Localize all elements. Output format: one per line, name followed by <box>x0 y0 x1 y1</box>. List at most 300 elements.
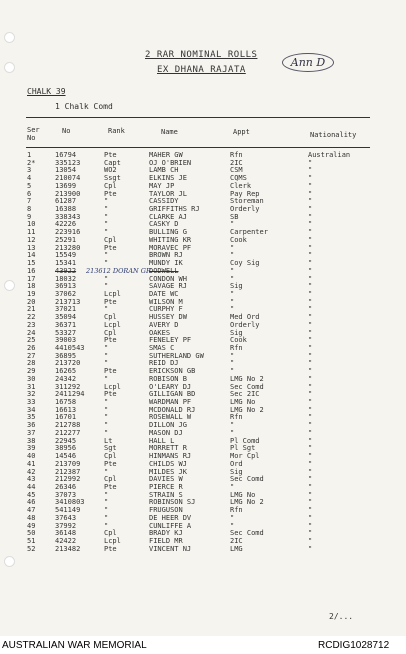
rank-cell: " <box>104 506 109 515</box>
nationality-cell: " <box>308 351 313 360</box>
handwritten-correction: 213612 DORAN GR <box>86 266 151 275</box>
appt-cell: " <box>230 243 235 252</box>
ser-cell: 32 <box>27 390 36 399</box>
col-header-name: Name <box>161 128 178 136</box>
name-cell: FENELEY PF <box>149 336 192 345</box>
ser-cell: 38 <box>27 436 36 445</box>
name-cell: O'LEARY DJ <box>149 382 192 391</box>
name-cell: HALL L <box>149 436 175 445</box>
rank-cell: Ssgt <box>104 174 121 183</box>
appt-cell: " <box>230 521 235 530</box>
appt-cell: Pl Sgt <box>230 444 256 453</box>
name-cell: SMAS C <box>149 344 175 352</box>
number-cell: 36148 <box>55 529 77 538</box>
nationality-cell: " <box>308 413 313 422</box>
number-cell: 2411294 <box>55 390 85 399</box>
name-cell: OAKES <box>149 328 171 337</box>
rank-cell: Lcpl <box>104 289 121 298</box>
ser-cell: 40 <box>27 452 36 461</box>
rank-cell: " <box>104 490 109 499</box>
appt-cell: LMG No <box>230 490 256 499</box>
rank-cell: Pte <box>104 544 117 553</box>
rank-cell: Pte <box>104 243 117 252</box>
appt-cell: " <box>230 351 235 360</box>
name-cell: ROBINSON SJ <box>149 498 196 507</box>
nationality-cell: " <box>308 266 313 275</box>
ser-cell: 33 <box>27 398 36 407</box>
ser-cell: 16 <box>27 266 36 275</box>
number-cell: 541149 <box>55 506 81 515</box>
number-cell: 43922 <box>55 266 77 275</box>
header-rule-top <box>26 117 370 118</box>
rank-cell: Pte <box>104 189 117 198</box>
appt-cell: Storeman <box>230 197 264 206</box>
number-cell: 53327 <box>55 328 77 337</box>
ser-cell: 6 <box>27 189 32 198</box>
rank-cell: " <box>104 405 109 414</box>
nationality-cell: " <box>308 513 313 522</box>
ser-cell: 4 <box>27 174 32 183</box>
nationality-cell: " <box>308 428 313 437</box>
ser-cell: 8 <box>27 205 32 214</box>
appt-cell: Mor Cpl <box>230 452 260 461</box>
name-cell: VINCENT NJ <box>149 544 192 553</box>
number-cell: 36371 <box>55 320 77 329</box>
page-continues: 2/... <box>329 612 354 621</box>
nationality-cell: " <box>308 390 313 399</box>
name-cell: CHILDS WJ <box>149 459 187 468</box>
table-row <box>0 546 406 554</box>
appt-cell: " <box>230 251 235 260</box>
rank-cell: " <box>104 197 109 206</box>
name-cell: DE HEER DV <box>149 513 192 522</box>
appt-cell: Sig <box>230 328 243 337</box>
rank-cell: Pte <box>104 390 117 399</box>
ser-cell: 28 <box>27 359 36 368</box>
name-cell: CUNLIFFE A <box>149 521 192 530</box>
rank-cell: " <box>104 205 109 214</box>
name-cell: PIERCE R <box>149 482 183 491</box>
rank-cell: Pte <box>104 336 117 345</box>
rank-cell: " <box>104 344 109 352</box>
nationality-cell: " <box>308 197 313 206</box>
nationality-cell: " <box>308 459 313 468</box>
number-cell: 311292 <box>55 382 81 391</box>
nationality-cell: " <box>308 297 313 306</box>
ser-cell: 26 <box>27 344 36 352</box>
group-label: 1 Chalk Comd <box>55 102 113 111</box>
number-cell: 210074 <box>55 174 81 183</box>
punch-hole <box>4 556 15 567</box>
name-cell: MORRETT R <box>149 444 187 453</box>
appt-cell: LMG No 2 <box>230 498 264 507</box>
name-cell: DILLON JG <box>149 421 187 430</box>
name-cell: AVERY D <box>149 320 179 329</box>
name-cell: LAMB CH <box>149 166 179 175</box>
name-cell: CONDON WH <box>149 274 187 283</box>
ser-cell: 2* <box>27 158 36 167</box>
name-cell: WHITING KR <box>149 235 192 244</box>
nationality-cell: " <box>308 166 313 175</box>
ser-cell: 15 <box>27 259 36 268</box>
number-cell: 24342 <box>55 374 77 383</box>
appt-cell: Rfn <box>230 506 243 515</box>
name-cell: TAYLOR JL <box>149 189 187 198</box>
name-cell: BULLING G <box>149 228 187 237</box>
nationality-cell: " <box>308 475 313 484</box>
nationality-cell: " <box>308 181 313 190</box>
ser-cell: 48 <box>27 513 36 522</box>
rank-cell: " <box>104 498 109 507</box>
rank-cell: Lt <box>104 436 113 445</box>
name-cell: FIELD MR <box>149 537 183 545</box>
name-cell: MCDONALD RJ <box>149 405 196 414</box>
rank-cell: " <box>104 513 109 522</box>
ser-cell: 29 <box>27 367 36 376</box>
number-cell: 39003 <box>55 336 77 345</box>
number-cell: 3410803 <box>55 498 85 507</box>
rank-cell: " <box>104 421 109 430</box>
rank-cell: Lcpl <box>104 320 121 329</box>
col-header-ser: Ser No <box>27 126 40 142</box>
ser-cell: 47 <box>27 506 36 515</box>
number-cell: 212788 <box>55 421 81 430</box>
nationality-cell: " <box>308 359 313 368</box>
nationality-cell: " <box>308 467 313 476</box>
appt-cell: Sec Comd <box>230 475 264 484</box>
appt-cell: LMG <box>230 544 243 553</box>
rank-cell: Sgt <box>104 444 117 453</box>
ser-cell: 11 <box>27 228 36 237</box>
rank-cell: " <box>104 521 109 530</box>
name-cell: SAVAGE RJ <box>149 282 187 291</box>
appt-cell: " <box>230 266 235 275</box>
nationality-cell: " <box>308 336 313 345</box>
ser-cell: 14 <box>27 251 36 260</box>
appt-cell: Sig <box>230 282 243 291</box>
name-cell: BROWN RJ <box>149 251 183 260</box>
name-cell: ERICKSON GB <box>149 367 196 376</box>
ser-cell: 10 <box>27 220 36 229</box>
nationality-cell: " <box>308 289 313 298</box>
appt-cell: SB <box>230 212 239 221</box>
number-cell: 16758 <box>55 398 77 407</box>
nationality-cell: " <box>308 398 313 407</box>
rank-cell: Lcpl <box>104 537 121 545</box>
number-cell: 37643 <box>55 513 77 522</box>
appt-cell: CQMS <box>230 174 247 183</box>
ser-cell: 44 <box>27 482 36 491</box>
ser-cell: 18 <box>27 282 36 291</box>
header-rule-bottom <box>26 147 370 148</box>
rank-cell: " <box>104 228 109 237</box>
rank-cell: Cpl <box>104 181 117 190</box>
number-cell: 335123 <box>55 158 81 167</box>
number-cell: 212387 <box>55 467 81 476</box>
ser-cell: 3 <box>27 166 32 175</box>
rank-cell: Pte <box>104 482 117 491</box>
ser-cell: 25 <box>27 336 36 345</box>
ser-cell: 1 <box>27 151 32 159</box>
number-cell: 16701 <box>55 413 77 422</box>
number-cell: 37992 <box>55 521 77 530</box>
nationality-cell: " <box>308 235 313 244</box>
appt-cell: Pay Rep <box>230 189 260 198</box>
document-title: 2 RAR NOMINAL ROLLS <box>145 50 258 60</box>
appt-cell: Med Ord <box>230 313 260 322</box>
number-cell: 13054 <box>55 166 77 175</box>
name-cell: WILSON M <box>149 297 183 306</box>
nationality-cell: " <box>308 328 313 337</box>
name-cell: CASSIDY <box>149 197 179 206</box>
rank-cell: " <box>104 413 109 422</box>
name-cell: MILDES JK <box>149 467 187 476</box>
nationality-cell: " <box>308 243 313 252</box>
name-cell: MORAVEC PF <box>149 243 192 252</box>
number-cell: 15549 <box>55 251 77 260</box>
appt-cell: " <box>230 428 235 437</box>
rank-cell: Pte <box>104 367 117 376</box>
appt-cell: Orderly <box>230 205 260 214</box>
rank-cell: Cpl <box>104 452 117 461</box>
rank-cell: Cpl <box>104 313 117 322</box>
nationality-cell: " <box>308 452 313 461</box>
appt-cell: Rfn <box>230 344 243 352</box>
name-cell: HINMANS RJ <box>149 452 192 461</box>
appt-cell: LMG No 2 <box>230 374 264 383</box>
name-cell: HUSSEY DW <box>149 313 187 322</box>
ser-cell: 51 <box>27 537 36 545</box>
number-cell: 212277 <box>55 428 81 437</box>
col-header-no: No <box>62 127 71 135</box>
appt-cell: CSM <box>230 166 243 175</box>
rank-cell: " <box>104 305 109 314</box>
nationality-cell: " <box>308 212 313 221</box>
rank-cell: " <box>104 220 109 229</box>
number-cell: 223916 <box>55 228 81 237</box>
ser-cell: 41 <box>27 459 36 468</box>
ser-cell: 9 <box>27 212 32 221</box>
nationality-cell: " <box>308 259 313 268</box>
rank-cell: " <box>104 351 109 360</box>
number-cell: 338343 <box>55 212 81 221</box>
appt-cell: " <box>230 297 235 306</box>
appt-cell: Carpenter <box>230 228 268 237</box>
appt-cell: 2IC <box>230 537 243 545</box>
name-cell: MAY JP <box>149 181 175 190</box>
nationality-cell: " <box>308 506 313 515</box>
nationality-cell: " <box>308 444 313 453</box>
ser-cell: 36 <box>27 421 36 430</box>
number-cell: 35094 <box>55 313 77 322</box>
appt-cell: " <box>230 421 235 430</box>
number-cell: 42422 <box>55 537 77 545</box>
ser-cell: 19 <box>27 289 36 298</box>
number-cell: 16613 <box>55 405 77 414</box>
number-cell: 213720 <box>55 359 81 368</box>
name-cell: ELKINS JE <box>149 174 187 183</box>
number-cell: 15341 <box>55 259 77 268</box>
name-cell: REID DJ <box>149 359 179 368</box>
rank-cell: " <box>104 398 109 407</box>
rank-cell: Capt <box>104 158 121 167</box>
ser-cell: 43 <box>27 475 36 484</box>
rank-cell: Lcpl <box>104 382 121 391</box>
col-header-appt: Appt <box>233 128 250 136</box>
rank-cell: " <box>104 374 109 383</box>
nationality-cell: " <box>308 220 313 229</box>
number-cell: 16388 <box>55 205 77 214</box>
document-subtitle: EX DHANA RAJATA <box>157 65 246 75</box>
col-header-nationality: Nationality <box>310 131 357 139</box>
number-cell: 61287 <box>55 197 77 206</box>
appt-cell: " <box>230 289 235 298</box>
name-cell: MAHER GW <box>149 151 183 159</box>
ser-cell: 27 <box>27 351 36 360</box>
number-cell: 13699 <box>55 181 77 190</box>
nationality-cell: " <box>308 521 313 530</box>
ser-cell: 37 <box>27 428 36 437</box>
number-cell: 42226 <box>55 220 77 229</box>
nationality-cell: " <box>308 344 313 352</box>
number-cell: 213900 <box>55 189 81 198</box>
ser-cell: 21 <box>27 305 36 314</box>
appt-cell: LMG No 2 <box>230 405 264 414</box>
appt-cell: " <box>230 305 235 314</box>
name-cell: DATE WC <box>149 289 179 298</box>
number-cell: 213280 <box>55 243 81 252</box>
number-cell: 22945 <box>55 436 77 445</box>
nationality-cell: " <box>308 374 313 383</box>
number-cell: 18032 <box>55 274 77 283</box>
appt-cell: " <box>230 359 235 368</box>
name-cell: MUNDY IK <box>149 259 183 268</box>
nationality-cell: " <box>308 305 313 314</box>
footer-source: AUSTRALIAN WAR MEMORIAL <box>2 640 147 651</box>
appt-cell: Sec Comd <box>230 529 264 538</box>
number-cell: 213482 <box>55 544 81 553</box>
ser-cell: 24 <box>27 328 36 337</box>
nationality-cell: " <box>308 313 313 322</box>
ser-cell: 45 <box>27 490 36 499</box>
rank-cell: Cpl <box>104 529 117 538</box>
name-cell: WARDMAN PF <box>149 398 192 407</box>
col-header-rank: Rank <box>108 127 125 135</box>
rank-cell: Pte <box>104 151 117 159</box>
nationality-cell: " <box>308 228 313 237</box>
nationality-cell: " <box>308 382 313 391</box>
nationality-cell: " <box>308 367 313 376</box>
ser-cell: 30 <box>27 374 36 383</box>
rank-cell: Cpl <box>104 475 117 484</box>
nationality-cell: " <box>308 251 313 260</box>
number-cell: 14546 <box>55 452 77 461</box>
name-cell: STRAIN S <box>149 490 183 499</box>
appt-cell: " <box>230 482 235 491</box>
rank-cell: " <box>104 274 109 283</box>
appt-cell: " <box>230 513 235 522</box>
ser-cell: 13 <box>27 243 36 252</box>
ser-cell: 23 <box>27 320 36 329</box>
appt-cell: " <box>230 220 235 229</box>
appt-cell: " <box>230 274 235 283</box>
name-cell: GILLIGAN BD <box>149 390 196 399</box>
ser-cell: 50 <box>27 529 36 538</box>
name-cell: FRUGUSON <box>149 506 183 515</box>
appt-cell: Cook <box>230 336 247 345</box>
footer-id: RCDIG1028712 <box>318 640 390 651</box>
ser-cell: 49 <box>27 521 36 530</box>
appt-cell: Sig <box>230 467 243 476</box>
name-cell: DODWELL <box>149 266 179 275</box>
number-cell: 213713 <box>55 297 81 306</box>
chalk-label: CHALK 39 <box>27 87 66 96</box>
name-cell: CASKY D <box>149 220 179 229</box>
nationality-cell: " <box>308 436 313 445</box>
rank-cell: " <box>104 467 109 476</box>
ser-cell: 35 <box>27 413 36 422</box>
number-cell: 25291 <box>55 235 77 244</box>
nationality-cell: " <box>308 274 313 283</box>
nationality-cell: " <box>308 320 313 329</box>
appt-cell: Cook <box>230 235 247 244</box>
appt-cell: 2IC <box>230 158 243 167</box>
ser-cell: 5 <box>27 181 32 190</box>
name-cell: ROSEWALL W <box>149 413 192 422</box>
name-cell: OJ O'BRIEN <box>149 158 192 167</box>
rank-cell: " <box>104 428 109 437</box>
name-cell: CLARKE AJ <box>149 212 187 221</box>
ser-cell: 46 <box>27 498 36 507</box>
number-cell: 4410543 <box>55 344 85 352</box>
number-cell: 26346 <box>55 482 77 491</box>
nationality-cell: " <box>308 544 313 553</box>
rank-cell: " <box>104 251 109 260</box>
number-cell: 37021 <box>55 305 77 314</box>
ser-cell: 17 <box>27 274 36 283</box>
ser-cell: 34 <box>27 405 36 414</box>
nationality-cell: " <box>308 482 313 491</box>
name-cell: MASON DJ <box>149 428 183 437</box>
ser-cell: 31 <box>27 382 36 391</box>
appt-cell: Clerk <box>230 181 252 190</box>
handwritten-annotation: Ann D <box>282 53 334 72</box>
name-cell: CURPHY F <box>149 305 183 314</box>
appt-cell: LMG No <box>230 398 256 407</box>
appt-cell: Sec Comd <box>230 382 264 391</box>
rank-cell: Pte <box>104 297 117 306</box>
rank-cell: WO2 <box>104 166 117 175</box>
rank-cell: " <box>104 212 109 221</box>
ser-cell: 20 <box>27 297 36 306</box>
ser-cell: 42 <box>27 467 36 476</box>
nationality-cell: " <box>308 405 313 414</box>
ser-cell: 39 <box>27 444 36 453</box>
number-cell: 212992 <box>55 475 81 484</box>
number-cell: 36895 <box>55 351 77 360</box>
appt-cell: Orderly <box>230 320 260 329</box>
nationality-cell: " <box>308 421 313 430</box>
nationality-cell: " <box>308 490 313 499</box>
nationality-cell: " <box>308 205 313 214</box>
appt-cell: Rfn <box>230 151 243 159</box>
appt-cell: " <box>230 367 235 376</box>
name-cell: ROBISON B <box>149 374 187 383</box>
appt-cell: Rfn <box>230 413 243 422</box>
name-cell: SUTHERLAND GW <box>149 351 204 360</box>
ser-cell: 22 <box>27 313 36 322</box>
name-cell: DAVIES W <box>149 475 183 484</box>
